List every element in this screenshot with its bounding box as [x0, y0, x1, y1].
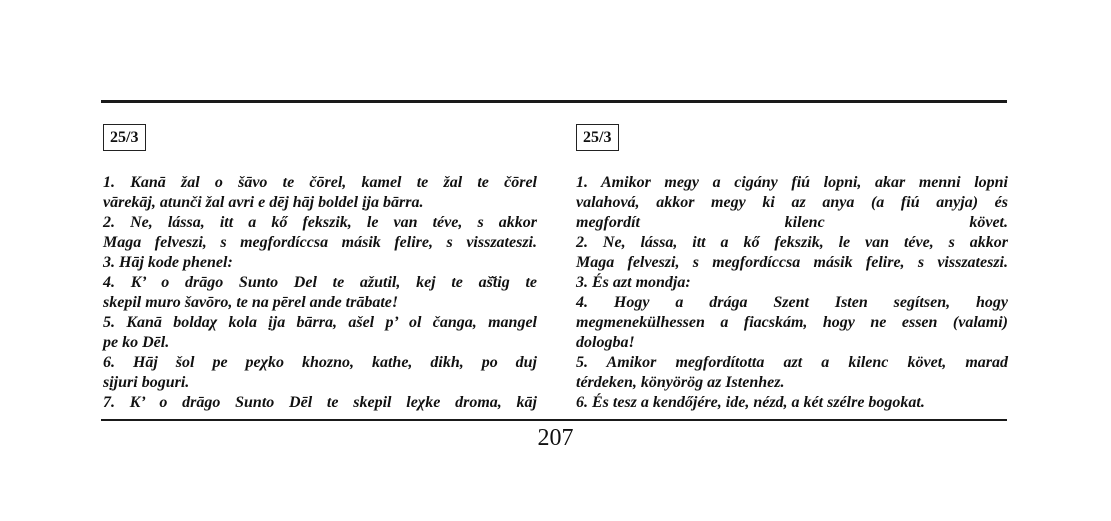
left-text-line: 1. Kanā žal o šāvo te čōrel, kamel te žal te čōrel	[103, 174, 537, 191]
right-text-block	[576, 173, 1008, 413]
right-text-line: 3. És azt mondja:	[576, 274, 691, 291]
right-text-line: térdeken, könyörög az Istenhez.	[576, 374, 785, 391]
right-text-line: 5. Amikor megfordította azt a kilenc követ, marad	[576, 354, 1008, 371]
right-text-line: 1. Amikor megy a cigány fiú lopni, akar menni lopni	[576, 174, 1008, 191]
left-text-line: 6. Hāj šol pe peχko khozno, kathe, dikh, po duj	[103, 354, 537, 371]
right-text-line: Maga felveszi, s megfordíccsa másik felire, s visszateszi.	[576, 254, 1008, 271]
right-text-line: 2. Ne, lássa, itt a kő fekszik, le van téve, s akkor	[576, 234, 1008, 251]
left-text-line: vārekāj, atunči žal avri e dēj hāj boldel ịja bārra.	[103, 194, 424, 211]
bottom-rule	[101, 419, 1007, 421]
left-text-line: 4. K’ o drāgo Sunto Del te ažutil, kej te aš̆tig te	[103, 274, 537, 291]
right-section-tag: 25/3	[576, 124, 619, 151]
right-text-line: 4. Hogy a drága Szent Isten segítsen, hogy	[576, 294, 1008, 311]
page-number: 207	[537, 425, 574, 451]
left-text-line: pe ko Dēl.	[103, 334, 170, 351]
left-text-line: 2. Ne, lássa, itt a kő fekszik, le van téve, s akkor	[103, 214, 537, 231]
left-text-line: sịjuri boguri.	[103, 374, 190, 391]
left-column-romani	[103, 124, 537, 413]
left-text-block	[103, 173, 537, 413]
left-text-line: skepil muro šavōro, te na pērel ande trābate!	[103, 294, 399, 311]
right-text-line: 6. És tesz a kendőjére, ide, nézd, a két szélre bogokat.	[576, 394, 925, 411]
left-text-line: 5. Kanā boldaχ kola ịja bārra, ašel p’ ol čanga, mangel	[103, 314, 537, 331]
right-text-line: megmenekülhessen a fiacskám, hogy ne essen (valami)	[576, 314, 1008, 331]
left-text-line: 7. K’ o drāgo Sunto Dēl te skepil leχke droma, kāj	[103, 394, 537, 411]
left-text-line: 3. Hāj kode phenel:	[103, 254, 233, 271]
right-text-line: valahová, akkor megy ki az anya (a fiú anyja) és	[576, 194, 1008, 211]
right-column-hungarian	[576, 124, 1008, 413]
left-text-line: Maga felveszi, s megfordíccsa másik felire, s visszateszi.	[103, 234, 537, 251]
right-text-line: megfordít kilenc követ.	[576, 214, 1008, 231]
right-text-line: dologba!	[576, 334, 635, 351]
top-rule	[101, 100, 1007, 103]
left-section-tag: 25/3	[103, 124, 146, 151]
